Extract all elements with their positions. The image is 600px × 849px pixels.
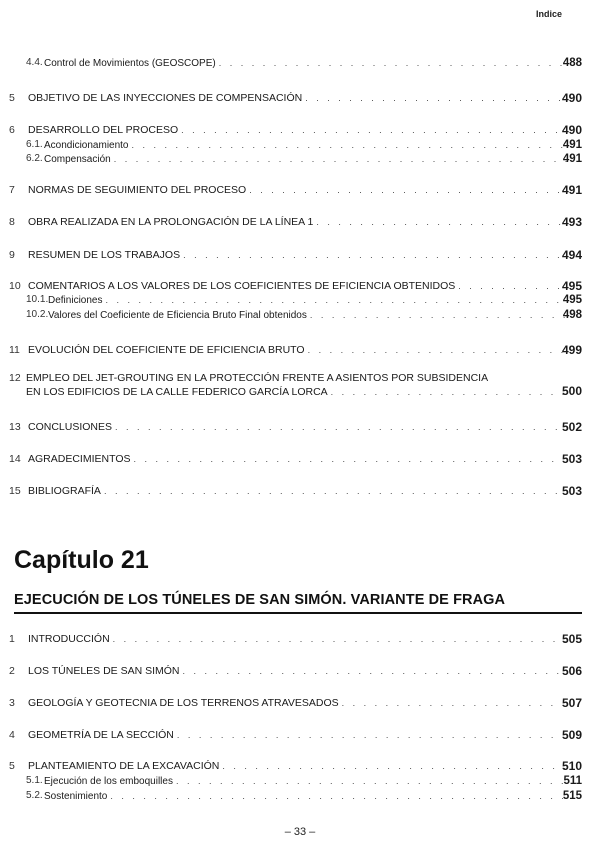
toc-leader-dots <box>183 664 567 678</box>
toc-entry-number: 14 <box>9 453 21 465</box>
toc-entry-title: DESARROLLO DEL PROCESO <box>28 124 179 136</box>
toc-entry <box>0 215 600 229</box>
chapter-label: Capítulo 21 <box>14 546 149 574</box>
toc-leader-dots <box>134 452 568 466</box>
toc-entry-number: 7 <box>9 184 15 196</box>
page-number-footer: – 33 – <box>284 826 316 838</box>
toc-entry <box>0 759 600 773</box>
toc-entry-page: 506 <box>561 664 582 678</box>
toc-entry-page: 503 <box>561 484 582 498</box>
toc-leader-dots <box>105 294 567 306</box>
toc-entry-number: 6.2. <box>26 153 43 164</box>
toc-leader-dots <box>305 91 567 105</box>
toc-entry-number: 5 <box>9 92 15 104</box>
toc-entry-title: AGRADECIMIENTOS <box>28 453 131 465</box>
toc-leader-dots <box>249 183 567 197</box>
toc-entry-page: 493 <box>561 215 582 229</box>
toc-entry-page: 488 <box>562 57 582 69</box>
toc-entry-page: 507 <box>561 696 582 710</box>
toc-entry-title: GEOLOGÍA Y GEOTECNIA DE LOS TERRENOS ATRAVESADOS <box>28 697 339 709</box>
toc-entry-page: 490 <box>561 123 582 137</box>
toc-leader-dots <box>222 759 567 773</box>
toc-leader-dots <box>181 123 567 137</box>
toc-entry-number: 5 <box>9 760 15 772</box>
toc-entry-number: 10.2. <box>26 309 49 320</box>
toc-entry-title: Definiciones <box>48 295 103 306</box>
toc-entry <box>0 484 600 498</box>
toc-entry-number: 4.4. <box>26 57 43 68</box>
toc-leader-dots <box>113 632 567 646</box>
toc-entry-title: COMENTARIOS A LOS VALORES DE LOS COEFICIENTES DE EFICIENCIA OBTENIDOS <box>28 280 456 292</box>
toc-entry-number: 15 <box>9 485 21 497</box>
toc-entry-number: 2 <box>9 665 15 677</box>
toc-entry-title: OBJETIVO DE LAS INYECCIONES DE COMPENSACIÓN <box>28 92 303 104</box>
toc-entry-title-line1: EMPLEO DEL JET-GROUTING EN LA PROTECCIÓN FRENTE A ASIENTOS POR SUBSIDENCIA <box>26 372 489 384</box>
toc-leader-dots <box>132 139 568 151</box>
toc-leader-dots <box>310 309 567 321</box>
toc-entry-title: PLANTEAMIENTO DE LA EXCAVACIÓN <box>28 760 220 772</box>
toc-entry-number: 3 <box>9 697 15 709</box>
running-header: Indice <box>535 9 562 19</box>
toc-entry <box>0 279 600 293</box>
toc-entry-title: LOS TÚNELES DE SAN SIMÓN <box>28 665 180 677</box>
toc-leader-dots <box>176 775 567 787</box>
toc-entry-number: 13 <box>9 421 21 433</box>
toc-entry <box>0 696 600 710</box>
toc-entry-title: Compensación <box>44 154 111 165</box>
toc-entry-title: GEOMETRÍA DE LA SECCIÓN <box>28 729 174 741</box>
toc-entry <box>0 91 600 105</box>
toc-entry-page: 500 <box>561 384 582 398</box>
toc-entry-title: CONCLUSIONES <box>28 421 113 433</box>
toc-entry-number: 6.1. <box>26 139 43 150</box>
toc-entry-title: BIBLIOGRAFÍA <box>28 485 101 497</box>
toc-entry-page: 495 <box>562 294 582 306</box>
toc-leader-dots <box>115 420 567 434</box>
toc-entry-title: RESUMEN DE LOS TRABAJOS <box>28 249 181 261</box>
toc-entry-number: 9 <box>9 249 15 261</box>
toc-leader-dots <box>104 484 567 498</box>
toc-entry <box>0 248 600 262</box>
toc-entry-number: 10 <box>9 280 21 292</box>
toc-entry <box>0 790 600 802</box>
toc-entry-page: 490 <box>561 91 582 105</box>
toc-leader-dots <box>177 728 567 742</box>
toc-leader-dots <box>110 790 567 802</box>
toc-entry <box>0 153 600 165</box>
toc-entry <box>0 183 600 197</box>
toc-entry <box>0 632 600 646</box>
toc-leader-dots <box>183 248 567 262</box>
toc-entry-twoline <box>0 371 600 401</box>
toc-entry-title: Ejecución de los emboquilles <box>44 776 173 787</box>
toc-entry <box>0 123 600 137</box>
toc-leader-dots <box>114 153 567 165</box>
toc-entry-title-line2: EN LOS EDIFICIOS DE LA CALLE FEDERICO GARCÍA LORCA <box>26 386 328 398</box>
toc-entry-title: Acondicionamiento <box>44 140 129 151</box>
toc-entry <box>0 309 600 321</box>
toc-entry <box>0 57 600 69</box>
toc-leader-dots <box>458 279 567 293</box>
toc-entry-page: 511 <box>563 775 582 787</box>
toc-entry <box>0 664 600 678</box>
toc-entry-number: 11 <box>9 344 20 356</box>
toc-entry-page: 509 <box>561 728 582 742</box>
toc-entry-number: 12 <box>9 372 21 384</box>
toc-entry <box>0 728 600 742</box>
chapter-title-rule <box>14 612 582 614</box>
toc-entry-title: NORMAS DE SEGUIMIENTO DEL PROCESO <box>28 184 247 196</box>
toc-leader-dots <box>331 385 567 399</box>
chapter-title: EJECUCIÓN DE LOS TÚNELES DE SAN SIMÓN. VARIANTE DE FRAGA <box>14 592 506 608</box>
toc-entry-title: EVOLUCIÓN DEL COEFICIENTE DE EFICIENCIA BRUTO <box>28 344 305 356</box>
toc-entry-page: 510 <box>561 759 582 773</box>
toc-entry-title: OBRA REALIZADA EN LA PROLONGACIÓN DE LA LÍNEA 1 <box>28 216 314 228</box>
toc-entry <box>0 343 600 357</box>
toc-entry-number: 4 <box>9 729 15 741</box>
toc-entry <box>0 294 600 306</box>
toc-leader-dots <box>308 343 567 357</box>
toc-entry-title: Sostenimiento <box>44 791 108 802</box>
toc-leader-dots <box>316 215 567 229</box>
toc-entry-title: INTRODUCCIÓN <box>28 633 110 645</box>
toc-entry-title: Valores del Coeficiente de Eficiencia Bruto Final obtenidos <box>48 310 307 321</box>
toc-entry-page: 491 <box>562 139 582 151</box>
toc-entry-number: 5.2. <box>26 790 43 801</box>
toc-entry-page: 494 <box>561 248 582 262</box>
toc-entry-title: Control de Movimientos (GEOSCOPE) <box>44 58 216 69</box>
toc-leader-dots <box>219 57 567 69</box>
toc-entry-number: 8 <box>9 216 15 228</box>
toc-entry-page: 491 <box>562 153 582 165</box>
toc-entry-page: 515 <box>562 790 582 802</box>
toc-entry <box>0 775 600 787</box>
toc-entry-page: 502 <box>561 420 582 434</box>
toc-entry-number: 6 <box>9 124 15 136</box>
toc-entry-page: 491 <box>561 183 582 197</box>
toc-entry-page: 495 <box>561 279 582 293</box>
toc-entry-page: 499 <box>561 343 582 357</box>
toc-entry-number: 1 <box>9 633 15 645</box>
toc-leader-dots <box>342 696 567 710</box>
toc-entry-page: 505 <box>561 632 582 646</box>
toc-entry-page: 498 <box>562 309 582 321</box>
toc-entry <box>0 420 600 434</box>
toc-entry-number: 10.1. <box>26 294 49 305</box>
toc-entry <box>0 139 600 151</box>
toc-entry-page: 503 <box>561 452 582 466</box>
toc-entry-number: 5.1. <box>26 775 43 786</box>
toc-entry <box>0 452 600 466</box>
